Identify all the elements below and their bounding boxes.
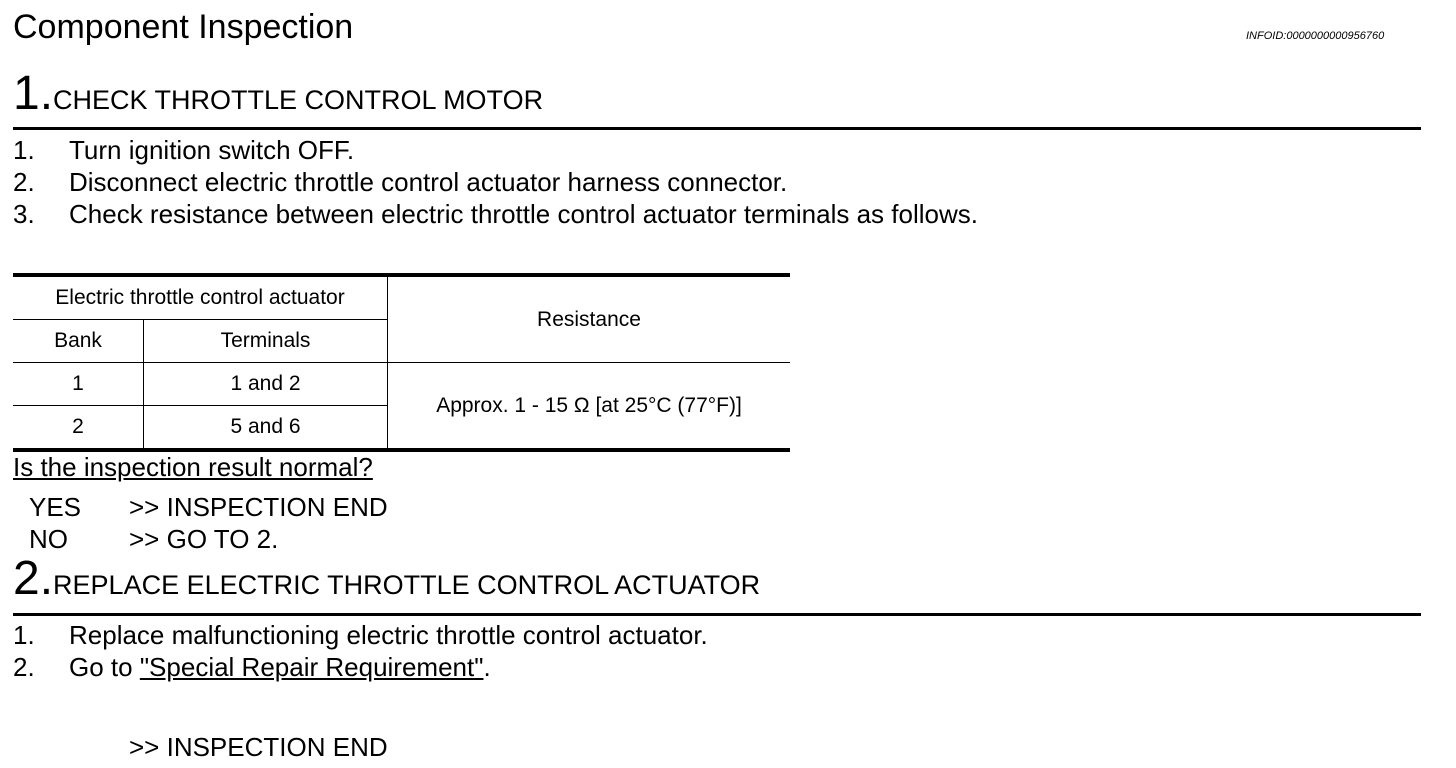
special-repair-requirement-link[interactable]: "Special Repair Requirement" [139, 652, 484, 682]
list-item [13, 199, 978, 230]
list-number: 3. [13, 199, 35, 229]
list-text: Turn ignition switch OFF. [69, 135, 355, 165]
table-header-terminals: Terminals [144, 320, 388, 363]
list-text: Replace malfunctioning electric throttle control actuator. [69, 620, 708, 650]
answer-value: >> GO TO 2. [129, 524, 279, 554]
step-2-number: 2. [13, 552, 54, 605]
table-header-bank: Bank [13, 320, 144, 363]
list-item [13, 135, 354, 166]
answer-key: NO [29, 524, 68, 554]
list-number: 1. [13, 135, 35, 165]
inspection-question: Is the inspection result normal? [13, 452, 373, 482]
step-1-title: CHECK THROTTLE CONTROL MOTOR [53, 85, 544, 115]
list-number: 2. [13, 652, 35, 682]
list-item [13, 167, 787, 198]
step-2-heading [13, 551, 760, 606]
answer-key: YES [29, 492, 82, 522]
table-cell-bank: 2 [13, 406, 144, 451]
list-item [13, 652, 491, 683]
list-number: 1. [13, 620, 35, 650]
list-text: Disconnect electric throttle control actuator harness connector. [69, 167, 788, 197]
divider [13, 613, 1421, 616]
list-text: Check resistance between electric throttle control actuator terminals as follows. [69, 199, 978, 229]
table-row [13, 363, 790, 406]
resistance-table [13, 273, 790, 452]
answer-value: >> INSPECTION END [129, 492, 388, 522]
divider [13, 127, 1421, 130]
page-title: Component Inspection [13, 8, 354, 46]
table-cell-resistance: Approx. 1 - 15 Ω [at 25°C (77°F)] [388, 363, 791, 451]
table-cell-bank: 1 [13, 363, 144, 406]
step-1-heading [13, 66, 543, 121]
list-text-suffix: . [483, 652, 491, 682]
answer-yes [29, 492, 388, 523]
table-cell-terminals: 5 and 6 [144, 406, 388, 451]
inspection-end: >> INSPECTION END [129, 732, 388, 762]
step-2-title: REPLACE ELECTRIC THROTTLE CONTROL ACTUATOR [53, 570, 761, 600]
list-number: 2. [13, 167, 35, 197]
step-1-number: 1. [13, 67, 54, 120]
table-header-resistance: Resistance [388, 275, 791, 363]
table-cell-terminals: 1 and 2 [144, 363, 388, 406]
table-group-header: Electric throttle control actuator [13, 275, 388, 320]
list-text: Go to [69, 652, 140, 682]
list-item [13, 620, 708, 651]
info-id: INFOID:0000000000956760 [1246, 30, 1385, 42]
